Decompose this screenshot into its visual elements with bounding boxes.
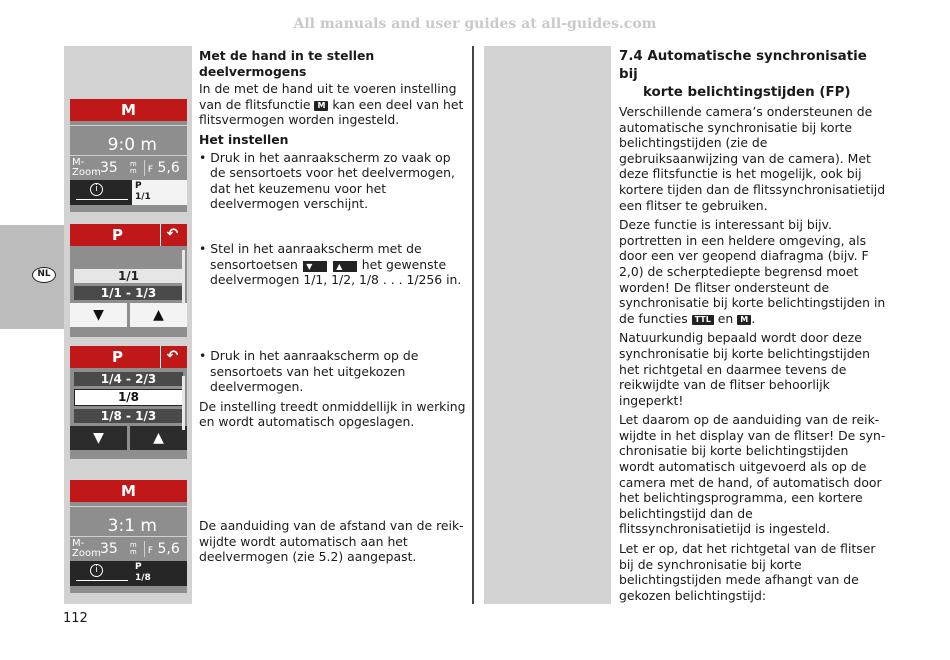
left-text-range	[199, 518, 467, 569]
right-text	[619, 48, 887, 607]
bullet-1: • Druk in het aanraakscherm zo vaak op de sensortoets voor het deelvermogen, dat het keuzemenu voor het deelvermogen verschijnt.	[199, 149, 455, 212]
watermark: All manuals and user guides at all-guides.com	[293, 16, 657, 32]
power-option-1-8-minus-1-3[interactable]: 1/8 - 1/3	[74, 409, 183, 423]
section-heading: Met de hand in te stellen deelvermogens	[199, 48, 375, 79]
activation-paragraph: De instelling treedt onmiddellijk in werking en wordt automatisch opgeslagen.	[199, 398, 466, 430]
bottom-row	[70, 180, 187, 205]
up-arrow-icon: ▲	[333, 261, 357, 272]
arrow-buttons	[70, 303, 187, 327]
heading-number: 7.4	[619, 49, 643, 64]
aperture	[144, 160, 180, 176]
paragraph-2-en: en	[717, 310, 734, 326]
f-label: F	[147, 165, 154, 175]
bullet-2-text-a: • Stel in het aanraakscherm met de sensortoetsen	[199, 241, 422, 272]
mm-unit: m m	[129, 541, 137, 556]
mode-label: M	[121, 101, 136, 119]
display-screen-partial-power-menu-2	[70, 346, 187, 459]
intro-text-a: In de met de hand uit te voeren instelling van de flitsfunctie	[199, 81, 457, 112]
paragraph-3: Natuurkundig bepaald wordt door deze synchronisatie bij korte belichtingstijden het richtgetal en daarmee tevens de reikwijdte van de flitser behoorlijk ingeperkt!	[619, 330, 871, 408]
zoom-aperture-row	[70, 536, 187, 561]
scroll-down-button[interactable]: ▼	[70, 426, 127, 450]
partial-power-value: 1/8	[135, 573, 151, 583]
subheading: Het instellen	[199, 131, 289, 147]
left-text-top	[199, 48, 467, 216]
mode-label: P	[112, 348, 123, 366]
range-distance: 3:1 m	[70, 506, 187, 536]
display-screen-partial-power-menu-1	[70, 224, 187, 337]
paragraph-5: Let er op, dat het richtgetal van de flitser bij de synchronisatie bij korte belichtingstijden mede afhangt van de gekozen belichtingstijd:	[619, 541, 876, 603]
aperture	[144, 541, 180, 557]
paragraph-2-text: Deze functie is interessant bij bijv. portretten in een heldere omgeving, als door een ver geopend diafragma (bijv. F 2,0) de scherptediepte begrensd moet worden! De flitser ondersteunt de synchronisatie bij korte belichtingstijden in de functies	[619, 217, 886, 326]
bullet-3: • Druk in het aanraakscherm op de sensortoets van het uitgekozen deelvermogen.	[199, 348, 419, 395]
intro-paragraph	[199, 81, 467, 128]
power-option-1-8-selected[interactable]: 1/8	[74, 389, 183, 406]
info-button[interactable]	[70, 561, 132, 586]
zoom-label: M- Zoom	[72, 157, 101, 178]
intro-text-b: kan een deel van het flitsvermogen worden ingesteld.	[199, 96, 464, 128]
left-text-bullet-2	[199, 241, 467, 292]
scroll-up-button[interactable]: ▲	[130, 426, 187, 450]
p-label: P	[135, 562, 142, 572]
zoom-value: 35	[100, 541, 118, 557]
display-screen-manual-2	[70, 480, 187, 593]
manual-mode-icon: M	[314, 101, 328, 111]
down-arrow-icon: ▼	[303, 261, 327, 272]
mode-label: P	[112, 226, 123, 244]
arrow-buttons	[70, 426, 187, 450]
paragraph-2	[619, 217, 887, 326]
partial-power-value: 1/1	[135, 192, 151, 202]
p-label: P	[135, 181, 142, 191]
scroll-down-button[interactable]: ▼	[70, 303, 127, 327]
page-number: 112	[63, 611, 88, 626]
paragraph-2-end: .	[751, 310, 756, 326]
mode-label: M	[121, 482, 136, 500]
power-option-1-1-minus-1-3[interactable]: 1/1 - 1/3	[74, 286, 183, 300]
heading-line-1: Automatische synchronisatie bij	[619, 49, 867, 82]
zoom-aperture-row	[70, 155, 187, 180]
range-distance: 9:0 m	[70, 125, 187, 155]
range-paragraph: De aanduiding van de afstand van de reikwijdte wordt automatisch aan het deelvermogen (zie 5.2) aangepast.	[199, 518, 464, 565]
zoom-value: 35	[100, 160, 118, 176]
mode-bar	[70, 346, 187, 368]
zoom-label: M- Zoom	[72, 538, 101, 559]
manual-mode-icon: M	[737, 315, 751, 325]
section-7-4-heading	[619, 48, 887, 102]
f-value: 5,6	[157, 160, 180, 176]
paragraph-4: Let daarom op de aanduiding van de reikwijdte in het display van de flitser! De synchronisatie bij korte belichtingstijden wordt automatisch uitgevoerd als op de camera met de hand, of automatisch door het belichtingsprogramma, een kortere belichtingstijd dan de flitssynchronisatietijd is ingesteld.	[619, 412, 886, 537]
bullet-2	[199, 241, 467, 288]
column-divider	[472, 46, 474, 604]
back-icon[interactable]: ↶	[160, 346, 184, 368]
bottom-row	[70, 561, 187, 586]
language-badge: NL	[32, 267, 56, 283]
info-button[interactable]	[70, 180, 132, 205]
scrollbar[interactable]	[182, 376, 185, 430]
right-grey-column	[484, 46, 611, 604]
back-icon[interactable]: ↶	[160, 224, 184, 246]
f-label: F	[147, 546, 154, 556]
left-text-bullet-3	[199, 348, 467, 434]
mm-unit: m m	[129, 160, 137, 175]
power-option-1-1[interactable]: 1/1	[74, 269, 183, 283]
info-icon: i	[90, 564, 103, 577]
bullet-2-text-b: het gewenste deelvermogen 1/1, 1/2, 1/8 . . . 1/256 in.	[210, 256, 462, 288]
ttl-mode-icon: TTL	[692, 315, 714, 325]
partial-power-button[interactable]	[132, 561, 187, 586]
scrollbar[interactable]	[182, 250, 185, 304]
mode-bar	[70, 480, 187, 502]
info-icon: i	[90, 183, 103, 196]
f-value: 5,6	[157, 541, 180, 557]
heading-line-2: korte belichtingstijden (FP)	[643, 85, 851, 100]
mode-bar	[70, 224, 187, 246]
display-screen-manual-1	[70, 99, 187, 212]
paragraph-1: Verschillende camera’s ondersteunen de automatische synchronisatie bij korte belichtingstijden (zie de gebruiksaanwijzing van de camera). Met deze flitsfunctie is het mogelijk, ook bij kortere tijden dan de flitssynchronisatietijd een flitser te gebruiken.	[619, 104, 886, 213]
power-option-1-4-minus-2-3[interactable]: 1/4 - 2/3	[74, 372, 183, 386]
partial-power-button[interactable]	[132, 180, 187, 205]
scroll-up-button[interactable]: ▲	[130, 303, 187, 327]
mode-bar	[70, 99, 187, 121]
